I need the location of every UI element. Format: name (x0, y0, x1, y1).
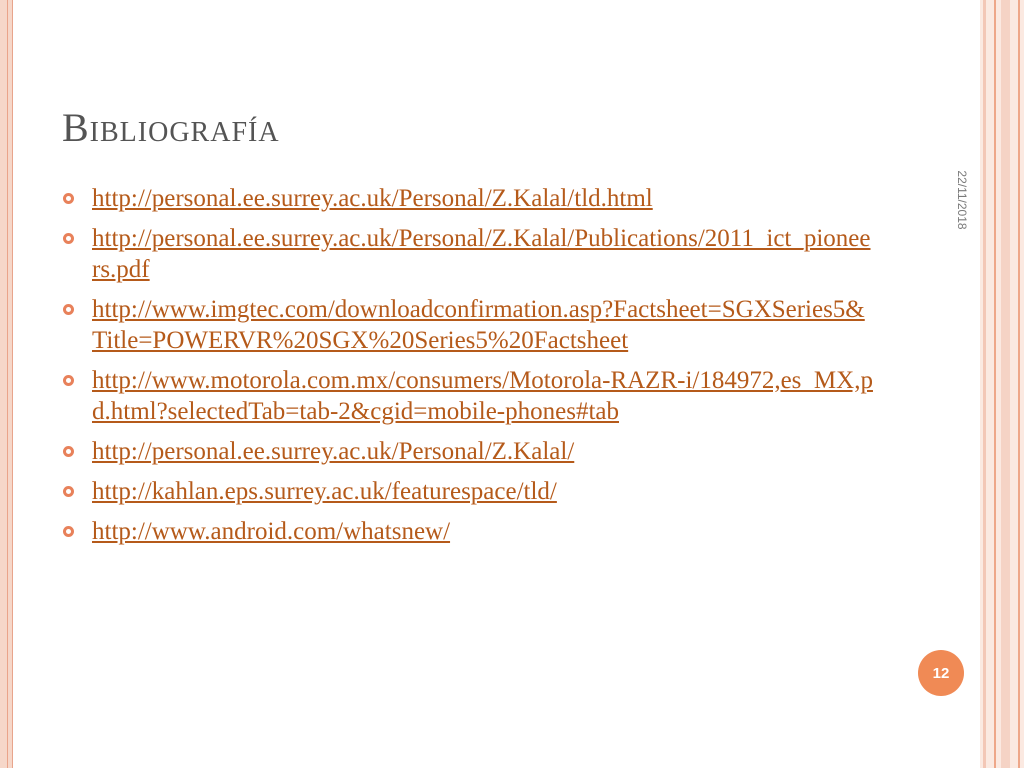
border-stripe (983, 0, 986, 768)
bullet-icon (63, 304, 74, 315)
left-border-decoration (0, 0, 13, 768)
slide-date: 22/11/2018 (955, 170, 969, 230)
bullet-icon (63, 193, 74, 204)
slide-title: Bibliografía (62, 105, 280, 150)
bibliography-item (62, 183, 874, 214)
border-stripe (1018, 0, 1020, 768)
bibliography-item (62, 476, 874, 507)
reference-link[interactable]: http://kahlan.eps.surrey.ac.uk/featurespace/tld/ (92, 478, 557, 505)
bibliography-item (62, 436, 874, 467)
border-stripe (1001, 0, 1010, 768)
reference-link[interactable]: http://personal.ee.surrey.ac.uk/Personal/Z.Kalal/ (92, 438, 575, 465)
reference-link[interactable]: http://www.android.com/whatsnew/ (92, 518, 451, 545)
bibliography-item (62, 516, 874, 547)
reference-link[interactable]: http://personal.ee.surrey.ac.uk/Personal/Z.Kalal/tld.html (92, 185, 653, 212)
reference-link[interactable]: http://www.imgtec.com/downloadconfirmation.asp?Factsheet=SGXSeries5&Title=POWERVR%20SGX%20Series5%20Factsheet (92, 296, 865, 354)
bibliography-item (62, 365, 874, 427)
bullet-icon (63, 233, 74, 244)
bibliography-item (62, 294, 874, 356)
bibliography-item (62, 223, 874, 285)
bullet-icon (63, 446, 74, 457)
page-number-badge (918, 650, 964, 696)
right-border-decoration (980, 0, 1024, 768)
bullet-icon (63, 526, 74, 537)
reference-link[interactable]: http://personal.ee.surrey.ac.uk/Personal/Z.Kalal/Publications/2011_ict_pioneers.pdf (92, 225, 871, 283)
bullet-icon (63, 486, 74, 497)
bullet-icon (63, 375, 74, 386)
page-number: 12 (932, 664, 950, 682)
reference-link[interactable]: http://www.motorola.com.mx/consumers/Motorola-RAZR-i/184972,es_MX,pd.html?selectedTab=tab-2&cgid=mobile-phones#tab (92, 367, 873, 425)
bibliography-list (62, 183, 874, 556)
border-stripe (994, 0, 996, 768)
